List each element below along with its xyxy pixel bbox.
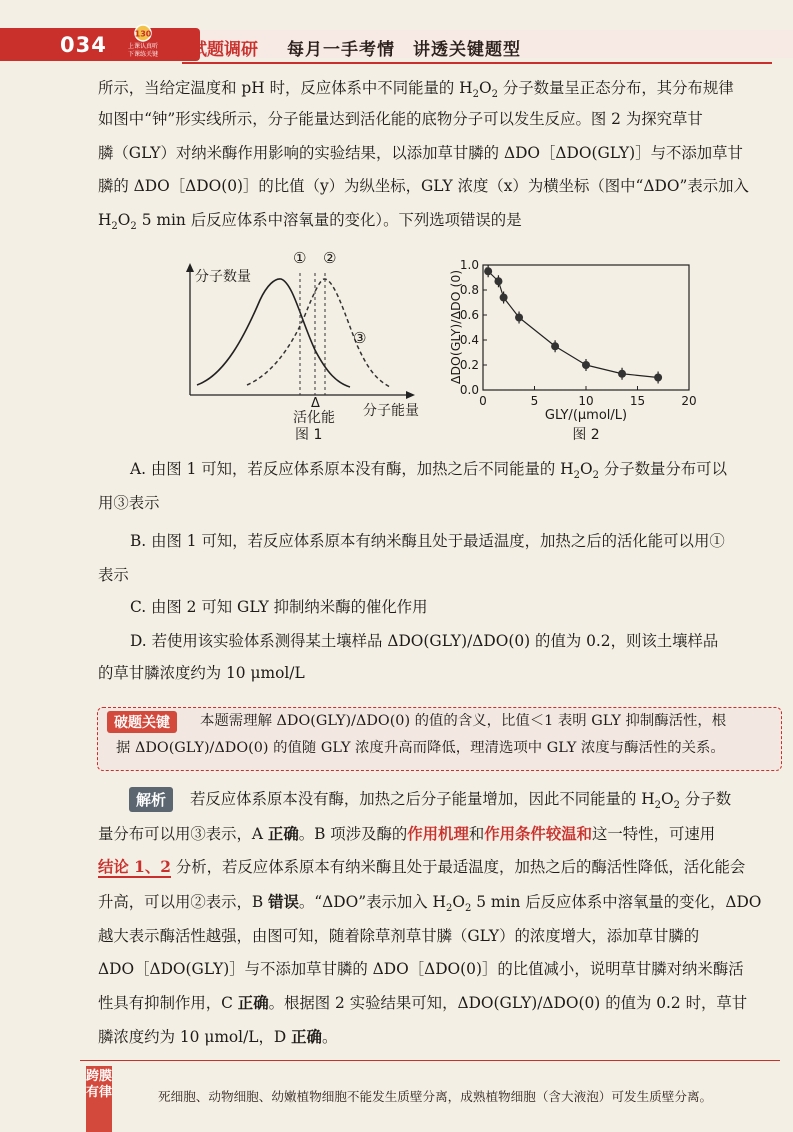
section-title: 试题调研 — [190, 40, 258, 60]
fig2-y-tick-label: 0.2 — [459, 358, 479, 372]
footer-text: 死细胞、动物细胞、幼嫩植物细胞不能发生质壁分离，成熟植物细胞（含大液泡）可发生质壁分离。 — [158, 1089, 713, 1104]
tip-line-2: 据 ΔDO(GLY)/ΔDO(0) 的值随 GLY 浓度升高而降低，理清选项中 GLY 浓度与酶活性的关系。 — [116, 740, 725, 756]
figure-2 — [440, 245, 710, 450]
option-d-line-2: 的草甘膦浓度约为 10 μmol/L — [98, 664, 305, 682]
fig1-marker-1: ① — [293, 249, 307, 267]
question-line-4: 膦的 ΔDO［ΔDO(0)］的比值（y）为纵坐标，GLY 浓度（x）为横坐标（图中“ΔDO”表示加入 — [98, 177, 749, 195]
fig2-y-tick-label: 0.6 — [459, 308, 479, 322]
logo-badge: 130 — [134, 29, 152, 39]
fig1-x-arrow — [406, 391, 415, 399]
fig2-y-tick-label: 0.8 — [459, 283, 479, 297]
fig2-data-point — [551, 342, 559, 350]
footer-tab: 跨膜有律 — [86, 1066, 112, 1132]
tip-text — [104, 708, 774, 762]
fig1-xlabel: 分子能量 — [363, 403, 419, 419]
question-line-1: 所示，当给定温度和 pH 时，反应体系中不同能量的 $H_2O_2$ 分子数量呈正态分布，其分布规律 — [98, 79, 734, 101]
fig2-data-point — [500, 294, 508, 302]
analysis-line-4: 升高，可以用②表示，B 错误。“ΔDO”表示加入 $H_2O_2$ 5 min 后反应体系中溶氧量的变化，ΔDO — [98, 893, 762, 915]
fig2-y-tick-label: 0.4 — [459, 333, 479, 347]
option-b-line-2: 表示 — [98, 566, 129, 584]
fig2-data-point — [618, 370, 626, 378]
question-line-3: 膦（GLY）对纳米酶作用影响的实验结果，以添加草甘膦的 ΔDO［ΔDO(GLY)］与不添加草甘 — [98, 144, 743, 162]
fig2-xlabel: GLY/(μmol/L) — [544, 408, 628, 423]
fig1-marker-2: ② — [323, 249, 337, 267]
fig2-ylabel: ΔDO(GLY)/ΔDO (0) — [448, 269, 463, 385]
logo-line2: 下课练关键 — [127, 51, 159, 58]
analysis-label: 解析 — [129, 787, 173, 812]
analysis-line-5: 越大表示酶活性越强，由图可知，随着除草剂草甘膦（GLY）的浓度增大，添加草甘膦的 — [98, 927, 700, 945]
fig2-fit-curve — [486, 268, 658, 378]
fig2-y-tick-label: 0.0 — [459, 383, 479, 397]
question-line-5: $H_2O_2$ 5 min 后反应体系中溶氧量的变化）。下列选项错误的是 — [98, 211, 522, 233]
fig2-data-point — [654, 374, 662, 382]
header-subtitle: 每月一手考情 讲透关键题型 — [287, 40, 521, 60]
analysis-line-1: 若反应体系原本没有酶，加热之后分子能量增加，因此不同能量的 $H_2O_2$ 分子数 — [190, 790, 732, 812]
fig2-data-point — [494, 277, 502, 285]
fig1-marker-3: ③ — [353, 329, 367, 347]
fig1-solid-curve — [197, 279, 350, 387]
logo-line1: 上课认真听 — [127, 43, 159, 50]
fig1-ylabel: 分子数量 — [195, 269, 251, 285]
analysis-line-2: 量分布可以用③表示，A 正确。B 项涉及酶的作用机理和作用条件较温和这一特性，可速用 — [98, 825, 716, 843]
fig1-activation-label: 活化能 — [293, 410, 335, 426]
fig2-data-point — [582, 361, 590, 369]
footer-divider — [80, 1060, 780, 1061]
fig2-x-tick-label: 5 — [530, 394, 539, 408]
fig2-data-point — [484, 267, 492, 275]
fig1-dashed-curve — [247, 279, 390, 387]
fig2-x-tick-label: 20 — [681, 394, 697, 408]
fig2-x-tick-label: 15 — [629, 394, 646, 408]
fig2-x-tick-label: 10 — [578, 394, 594, 408]
fig2-x-tick-label: 0 — [479, 394, 487, 408]
option-a-line-1: A. 由图 1 可知，若反应体系原本没有酶，加热之后不同能量的 $H_2O_2$ 分子数量分布可以 — [130, 460, 727, 482]
logo — [118, 24, 168, 60]
fig1-y-arrow — [186, 263, 194, 272]
fig2-caption: 图 2 — [572, 427, 600, 443]
tip-line-1: 本题需理解 ΔDO(GLY)/ΔDO(0) 的值的含义，比值＜1 表明 GLY 抑制酶活性，根 — [200, 713, 727, 729]
figure-1 — [175, 245, 435, 445]
option-c-line-1: C. 由图 2 可知 GLY 抑制纳米酶的催化作用 — [130, 598, 428, 616]
question-line-2: 如图中“钟”形实线所示，分子能量达到活化能的底物分子可以发生反应。图 2 为探究草甘 — [98, 110, 703, 128]
page-number: 034 — [60, 33, 107, 57]
analysis-line-6: ΔDO［ΔDO(GLY)］与不添加草甘膦的 ΔDO［ΔDO(0)］的比值减小，说明草甘膦对纳米酶活 — [98, 960, 744, 978]
fig2-plot-frame — [483, 265, 689, 390]
option-a-line-2: 用③表示 — [98, 494, 160, 512]
fig1-caption: 图 1 — [295, 427, 323, 443]
option-b-line-1: B. 由图 1 可知，若反应体系原本有纳米酶且处于最适温度，加热之后的活化能可以用① — [130, 532, 725, 550]
header-divider — [182, 62, 772, 64]
tip-label: 破题关键 — [107, 711, 177, 733]
fig1-delta: Δ — [311, 396, 320, 411]
analysis-line-8: 膦浓度约为 10 μmol/L，D 正确。 — [98, 1028, 338, 1046]
fig2-y-tick-label: 1.0 — [459, 258, 479, 272]
analysis-line-7: 性具有抑制作用，C 正确。根据图 2 实验结果可知，ΔDO(GLY)/ΔDO(0) 的值为 0.2 时，草甘 — [98, 994, 748, 1012]
analysis-line-3: 结论 1、2 分析，若反应体系原本有纳米酶且处于最适温度，加热之后的酶活性降低，活化能会 — [98, 858, 746, 876]
option-d-line-1: D. 若使用该实验体系测得某土壤样品 ΔDO(GLY)/ΔDO(0) 的值为 0.2，则该土壤样品 — [130, 632, 719, 650]
fig2-data-point — [515, 314, 523, 322]
